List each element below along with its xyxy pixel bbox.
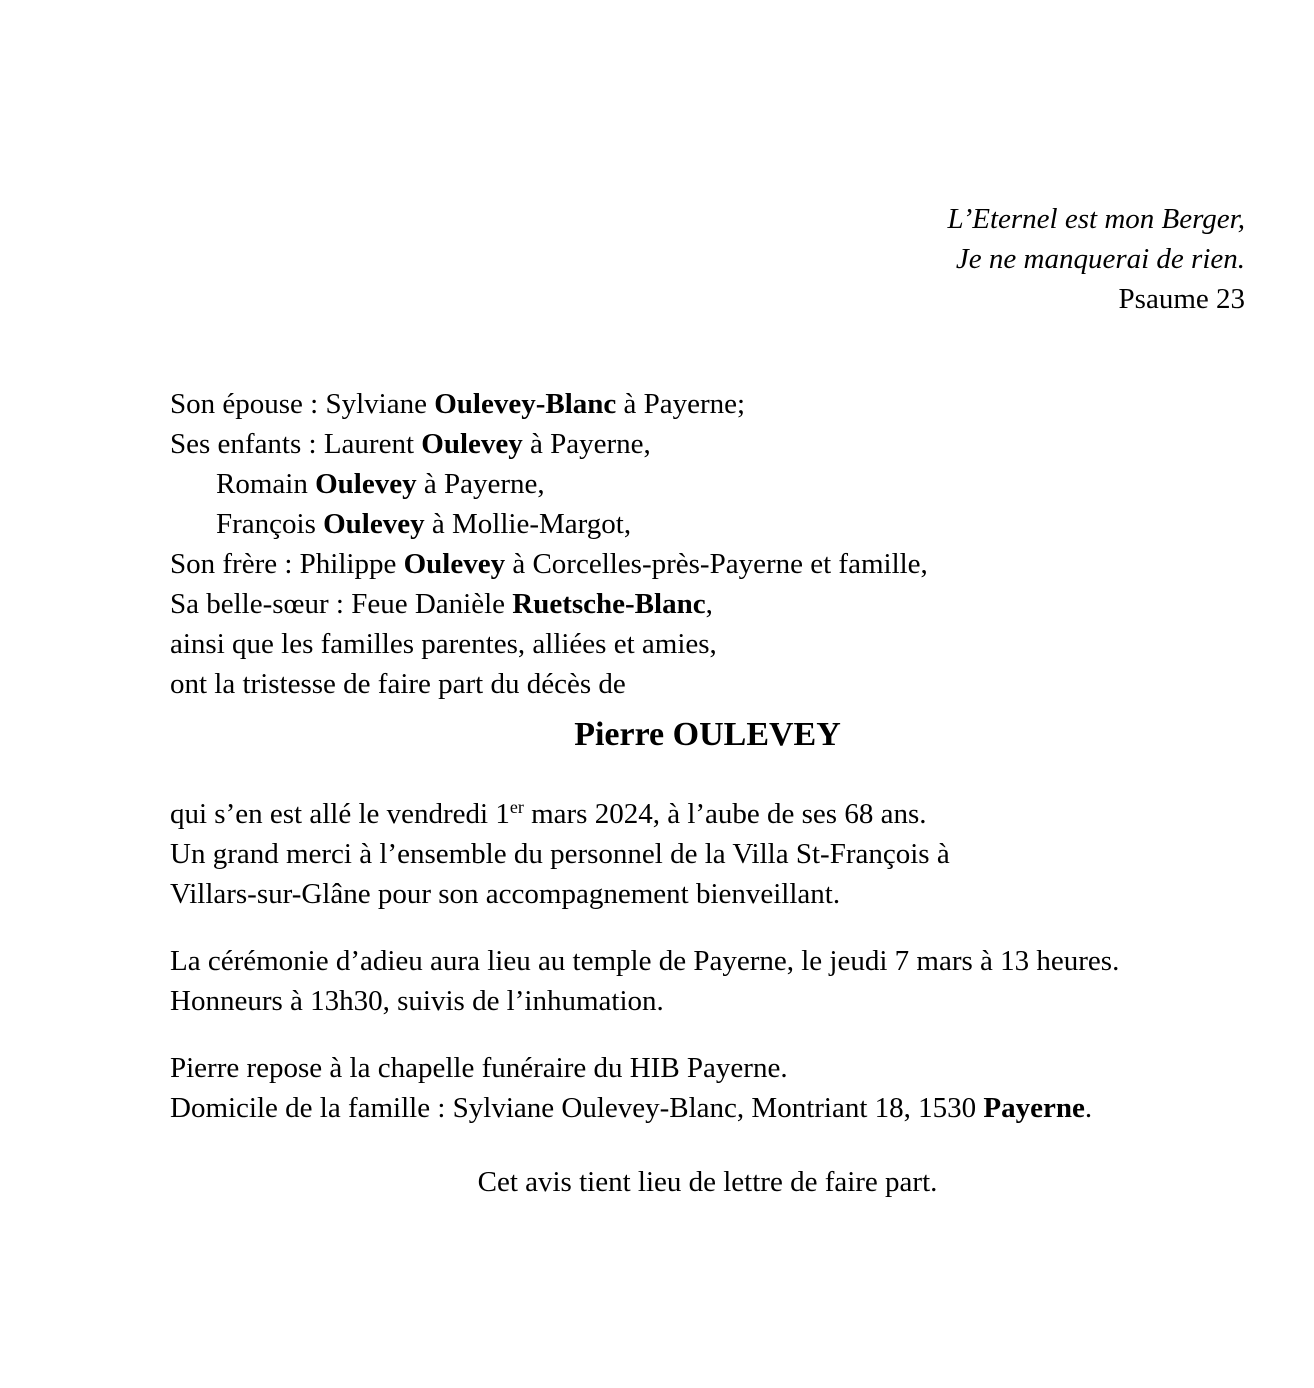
epigraph-attribution: Psaume 23 bbox=[1118, 283, 1245, 315]
text-segment: Son frère : Philippe bbox=[170, 548, 404, 580]
text-segment: , bbox=[705, 588, 713, 620]
town-bold: Payerne bbox=[983, 1092, 1085, 1124]
text-segment: Son épouse : Sylviane bbox=[170, 388, 435, 420]
family-line-sister-in-law bbox=[170, 584, 1245, 624]
surname-bold: Oulevey bbox=[403, 548, 506, 580]
text-segment: à Payerne; bbox=[616, 388, 746, 420]
family-line-relatives bbox=[170, 624, 1245, 664]
family-line-brother bbox=[170, 544, 1245, 584]
surname-bold: Oulevey-Blanc bbox=[434, 388, 617, 420]
passing-line-2: Un grand merci à l’ensemble du personnel de la Villa St-François à bbox=[170, 838, 950, 870]
text-segment: ainsi que les familles parentes, alliées et amies, bbox=[170, 628, 717, 660]
ceremony-paragraph bbox=[170, 941, 1245, 1021]
family-line-announce bbox=[170, 664, 1245, 704]
text-segment: Domicile de la famille : Sylviane Oulevey-Blanc, Montriant 18, 1530 bbox=[170, 1092, 984, 1124]
closing-line: Cet avis tient lieu de lettre de faire part. bbox=[477, 1166, 938, 1198]
surname-bold: Oulevey bbox=[421, 428, 523, 460]
passing-paragraph bbox=[170, 794, 1245, 914]
family-line-children bbox=[170, 424, 1245, 464]
text-segment: à Payerne, bbox=[522, 428, 651, 460]
epigraph bbox=[170, 199, 1245, 319]
epigraph-line-2: Je ne manquerai de rien. bbox=[955, 243, 1245, 275]
passing-line-3: Villars-sur-Glâne pour son accompagnement bienveillant. bbox=[170, 878, 841, 910]
text-segment: qui s’en est allé le vendredi 1 bbox=[170, 798, 510, 830]
text-segment: Romain bbox=[216, 468, 316, 500]
deceased-name: Pierre OULEVEY bbox=[574, 716, 841, 753]
text-segment: François bbox=[216, 508, 324, 540]
family-line-spouse bbox=[170, 384, 1245, 424]
repose-paragraph bbox=[170, 1048, 1245, 1128]
family-announcement bbox=[170, 384, 1245, 704]
surname-bold: Oulevey bbox=[323, 508, 425, 540]
text-segment: à Corcelles-près-Payerne et famille, bbox=[505, 548, 928, 580]
ordinal-superscript: er bbox=[509, 797, 524, 817]
repose-line-1: Pierre repose à la chapelle funéraire du HIB Payerne. bbox=[170, 1052, 788, 1084]
passing-line-1 bbox=[170, 794, 1245, 834]
ceremony-line-1: La cérémonie d’adieu aura lieu au temple de Payerne, le jeudi 7 mars à 13 heures. bbox=[170, 945, 1120, 977]
repose-line-2 bbox=[170, 1088, 1245, 1128]
text-segment: Ses enfants : Laurent bbox=[170, 428, 422, 460]
family-line-child-2 bbox=[170, 464, 1245, 504]
epigraph-line-1: L’Eternel est mon Berger, bbox=[947, 203, 1245, 235]
text-segment: à Payerne, bbox=[416, 468, 545, 500]
text-segment: Sa belle-sœur : Feue Danièle bbox=[170, 588, 513, 620]
text-segment: à Mollie-Margot, bbox=[424, 508, 632, 540]
surname-bold: Oulevey bbox=[315, 468, 417, 500]
text-segment: . bbox=[1084, 1092, 1093, 1124]
text-segment: ont la tristesse de faire part du décès de bbox=[170, 668, 626, 700]
surname-bold: Ruetsche-Blanc bbox=[512, 588, 706, 620]
ceremony-line-2: Honneurs à 13h30, suivis de l’inhumation. bbox=[170, 985, 664, 1017]
family-line-child-3 bbox=[170, 504, 1245, 544]
text-segment: mars 2024, à l’aube de ses 68 ans. bbox=[523, 798, 927, 830]
